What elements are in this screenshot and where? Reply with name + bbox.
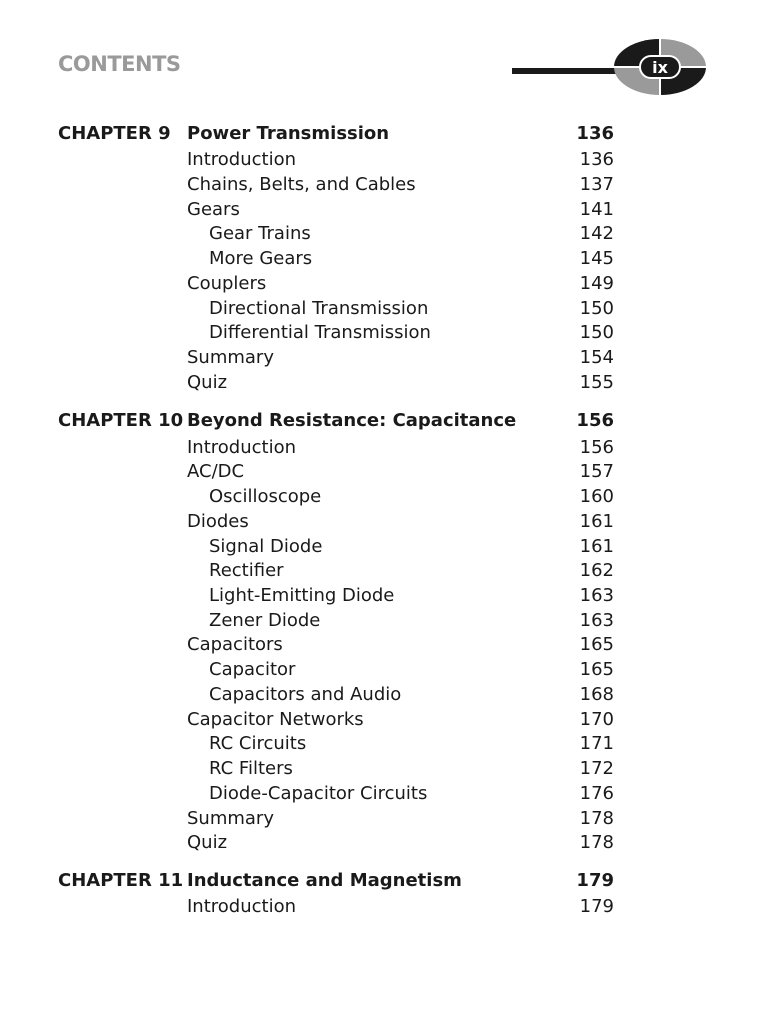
page-number-badge [612, 36, 708, 98]
toc-entry-page: 161 [579, 511, 614, 532]
toc-entry[interactable] [0, 808, 762, 832]
toc-entry-page: 156 [579, 437, 614, 458]
toc-entry-page: 155 [579, 372, 614, 393]
toc-entry[interactable] [0, 684, 762, 708]
toc-entry-page: 171 [579, 733, 614, 754]
toc-entry[interactable] [0, 832, 762, 856]
toc-entry[interactable] [0, 560, 762, 584]
toc-entry-label: RC Filters [209, 758, 293, 779]
toc-entry-label: Summary [187, 347, 274, 368]
toc-entry-label: Rectifier [209, 560, 284, 581]
toc-entry-label: Quiz [187, 372, 228, 393]
toc-entry-label: Capacitor [209, 659, 296, 680]
toc-entry[interactable] [0, 223, 762, 247]
toc-entry[interactable] [0, 709, 762, 733]
chapter-title[interactable]: Power Transmission [187, 123, 390, 144]
toc-entry-page: 136 [579, 149, 614, 170]
toc-entry-page: 145 [579, 248, 614, 269]
toc-entry[interactable] [0, 347, 762, 371]
toc-entry-page: 154 [579, 347, 614, 368]
toc-entry-page: 168 [579, 684, 614, 705]
toc-entry[interactable] [0, 298, 762, 322]
toc-entry-label: Summary [187, 808, 274, 829]
toc-entry-page: 160 [579, 486, 614, 507]
toc-entry-label: Light-Emitting Diode [209, 585, 395, 606]
toc-entry-page: 142 [579, 223, 614, 244]
chapter-page-number: 136 [576, 123, 614, 144]
toc-entry[interactable] [0, 486, 762, 510]
toc-entry-page: 150 [579, 322, 614, 343]
toc-entry-label: Oscilloscope [209, 486, 322, 507]
toc-entry-label: Directional Transmission [209, 298, 429, 319]
toc-entry[interactable] [0, 896, 762, 920]
toc-entry[interactable] [0, 248, 762, 272]
toc-entry[interactable] [0, 758, 762, 782]
toc-entry-label: Introduction [187, 149, 297, 170]
toc-entry-label: Introduction [187, 437, 297, 458]
toc-entry-label: Quiz [187, 832, 228, 853]
toc-entry-label: Capacitors [187, 634, 283, 655]
toc-entry[interactable] [0, 659, 762, 683]
chapter-page-number: 179 [576, 870, 614, 891]
toc-entry-label: Couplers [187, 273, 267, 294]
page-title: CONTENTS [58, 52, 181, 76]
toc-entry-label: Differential Transmission [209, 322, 431, 343]
toc-entry-page: 141 [579, 199, 614, 220]
toc-entry-page: 150 [579, 298, 614, 319]
toc-entry[interactable] [0, 322, 762, 346]
chapter-page-number: 156 [576, 410, 614, 431]
toc-entry-label: Gear Trains [209, 223, 311, 244]
toc-entry-page: 149 [579, 273, 614, 294]
toc-entry-label: AC/DC [187, 461, 245, 482]
toc-entry-label: Capacitor Networks [187, 709, 364, 730]
chapter-title[interactable]: Beyond Resistance: Capacitance [187, 410, 517, 431]
toc-entry-page: 163 [579, 585, 614, 606]
toc-entry[interactable] [0, 511, 762, 535]
toc-entry[interactable] [0, 461, 762, 485]
toc-entry[interactable] [0, 610, 762, 634]
toc-entry[interactable] [0, 437, 762, 461]
chapter-title[interactable]: Inductance and Magnetism [187, 870, 462, 891]
toc-entry[interactable] [0, 733, 762, 757]
toc-entry-page: 163 [579, 610, 614, 631]
toc-entry-page: 165 [579, 634, 614, 655]
toc-entry-label: More Gears [209, 248, 313, 269]
toc-entry[interactable] [0, 149, 762, 173]
toc-entry-label: Diodes [187, 511, 249, 532]
toc-entry-page: 176 [579, 783, 614, 804]
toc-entry-page: 162 [579, 560, 614, 581]
toc-entry-label: Chains, Belts, and Cables [187, 174, 416, 195]
toc-entry[interactable] [0, 634, 762, 658]
page-number-text: ix [652, 58, 668, 77]
toc-entry-label: Capacitors and Audio [209, 684, 402, 705]
toc-entry-page: 172 [579, 758, 614, 779]
toc-entry-label: Zener Diode [209, 610, 321, 631]
toc-entry-page: 161 [579, 536, 614, 557]
toc-entry-page: 178 [579, 808, 614, 829]
toc-entry-page: 157 [579, 461, 614, 482]
chapter-label: CHAPTER 11 [58, 870, 184, 891]
toc-entry-label: Diode-Capacitor Circuits [209, 783, 428, 804]
toc-entry[interactable] [0, 174, 762, 198]
toc-entry[interactable] [0, 372, 762, 396]
toc-entry-page: 170 [579, 709, 614, 730]
toc-entry[interactable] [0, 783, 762, 807]
toc-entry-page: 179 [579, 896, 614, 917]
toc-entry-page: 137 [579, 174, 614, 195]
chapter-label: CHAPTER 10 [58, 410, 184, 431]
toc-entry[interactable] [0, 536, 762, 560]
chapter-label: CHAPTER 9 [58, 123, 171, 144]
toc-entry-page: 178 [579, 832, 614, 853]
toc-entry-page: 165 [579, 659, 614, 680]
toc-entry[interactable] [0, 273, 762, 297]
toc-entry[interactable] [0, 199, 762, 223]
toc-entry[interactable] [0, 585, 762, 609]
toc-entry-label: Signal Diode [209, 536, 323, 557]
toc-entry-label: Introduction [187, 896, 297, 917]
toc-entry-label: Gears [187, 199, 240, 220]
toc-entry-label: RC Circuits [209, 733, 307, 754]
